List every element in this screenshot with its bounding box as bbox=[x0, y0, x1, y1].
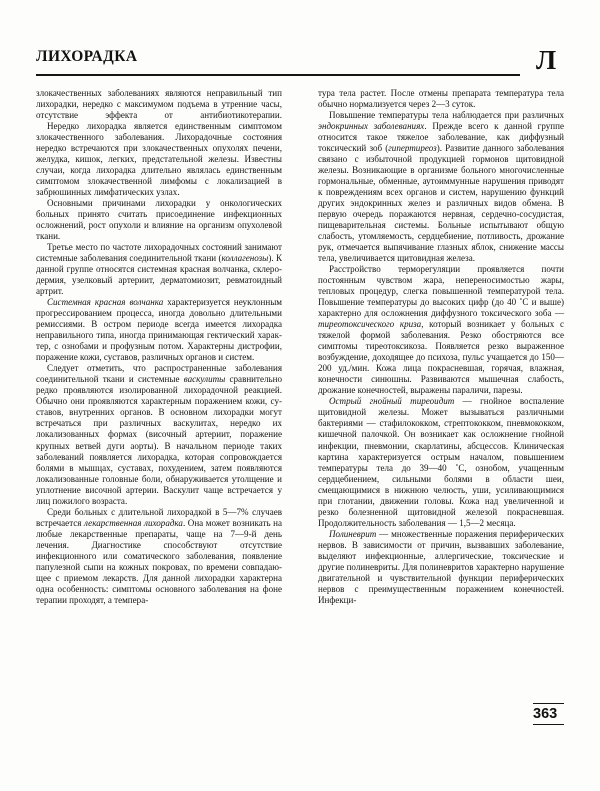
page-number: 363 bbox=[533, 706, 558, 722]
italic-term: Острый гнойный тиреоидит bbox=[329, 396, 455, 407]
text-body bbox=[36, 88, 564, 760]
alphabet-tab-letter: Л bbox=[536, 45, 557, 75]
paragraph bbox=[318, 110, 564, 264]
page-header bbox=[36, 45, 564, 84]
text-run: Третье место по частоте лихорадочных состояний занимают системные заболевания соединительной ткани ( bbox=[36, 242, 282, 264]
paragraph bbox=[318, 396, 564, 528]
left-text-column bbox=[36, 88, 282, 606]
paragraph: Нередко лихорадка является единственным симптомом злокачественного заболевания. Лихорадочные состояния нередко встречаются при злокачественных опухолях печени, желудка, кишок, легких, предстательной железы. Известны случаи, когда лихорадка длительно являлась единственным симптомом злокачественной лимфомы с локализацией в забрюшинных лимфатических узлах. bbox=[36, 121, 282, 198]
text-run: ). Развитие данного заболевания связано с избыточной продукцией гормонов щитовидной железы. Возникающие в организме больного многочисленные гормональные, обменные, аутоиммунные нарушения приводят к повреждениям всех органов и систем, нарушению функций других эндокринных желез и различных видов обмена. В первую очередь поражаются нервная, сердечно-сосудистая, пищеварительная системы. Больные испытывают общую слабость, утомляемость, сердцебиение, потливость, дрожание рук, отмечается выпячивание глазных яблок, снижение массы тела, увеличивается щитовидная железа. bbox=[318, 143, 565, 264]
text-run: , который возникает у больных с тяжелой формой заболевания. Резко обостряются все симптомы тиреотоксикоза. Появляется резко выраженное возбуждение, доходящее до психоза, пульс учащается до 150—200 уд./мин. Кожа лица покрасневшая, горячая, влажная, конечности синюшны. Развиваются мышечная слабость, дрожание конечностей, выражены параличи, парезы. bbox=[318, 319, 564, 396]
text-run: — множественные поражения периферических нервов. В зависимости от причин, вызвавших заболевание, выделяют инфекционные, аллергические, токсические и другие полиневриты. Для полиневритов характерно нарушение двигательной и чувствительной функции периферических нервов с преимущественным поражением конечностей. Инфекци- bbox=[318, 528, 564, 605]
text-run: Расстройство терморегуляции проявляется почти постоянным чувством жара, непереносимостью жары, тепловых процедур, слегка повышенной температурой тела. Повышение температуры до высоких цифр (до 40 ˚С и выше) характерно для осложнения диффузного токсического зоба — bbox=[318, 264, 564, 319]
italic-term: тиреотоксического криза bbox=[318, 319, 422, 330]
text-run: — гнойное воспаление щитовидной железы. Может вызываться различными бактериями — стафилококком, стрептококком, пневмококком, кишечной палочкой. Он возникает как осложнение гнойной инфекции, пневмонии, скарлатины, абсцессов. Клиническая картина характеризуется острым началом, повышением температуры тела до 39—40 ˚С, ознобом, учащенным сердцебиением, сильными болями в области шеи, смещающимися в нижнюю челюсть, уши, усиливающимися при глотании, движении головы. Кожа над увеличенной и резко болезненной щитовидной железой покрасневшая. Продолжительность заболевания — 1,5—2 месяца. bbox=[318, 396, 564, 528]
paragraph bbox=[36, 297, 282, 363]
right-text-column bbox=[318, 88, 564, 606]
paragraph bbox=[318, 529, 564, 606]
text-run: Повышение температуры тела наблюдается при различных bbox=[329, 110, 564, 121]
text-run: Следует отметить, что распространенные заболевания соединительной ткани и системные bbox=[36, 363, 282, 385]
italic-term: гипертиреоз bbox=[388, 143, 437, 154]
italic-term: эндокринных заболеваниях bbox=[318, 121, 425, 132]
folio-rule-top bbox=[533, 703, 564, 704]
paragraph: тура тела растет. После отмены препарата температура тела обычно нормализуется через 2—3 суток. bbox=[318, 88, 564, 110]
italic-term: лекарственная лихорадка bbox=[84, 517, 183, 528]
paragraph bbox=[36, 507, 282, 606]
text-run: сравнительно редко проявляются изолированной лихорадочной реакцией. Обычно они проявляются характерным поражением кожи, суставов, внутренних органов. В основном лихорадки могут встречаться при различных васкулитах, нередко их локализованных формах (височный артериит, поражение крупных ветвей дуги аорты). В начальном периоде таких заболеваний появляется лихорадка, которая сопровождается болями в мышцах, суставах, похудением, затем появляются локализованные головные боли, обнаруживается утолщение и уплотнение височной артерии. Васкулит чаще встречается у лиц пожилого возраста. bbox=[36, 374, 282, 506]
text-run: ). К данной группе относятся системная красная волчанка, склеродермия, узелковый артериит, дерматомиозит, ревматоидный артрит. bbox=[36, 253, 282, 297]
paragraph bbox=[36, 242, 282, 297]
paragraph: злокачественных заболеваниях являются неправильный тип лихорадки, нередко с максимумом подъема в утренние часы, отсутствие эффекта от антибиотикотерапии. bbox=[36, 88, 282, 121]
italic-term: Полиневрит bbox=[329, 528, 377, 539]
paragraph bbox=[36, 363, 282, 506]
text-run: . Прежде всего к данной группе относится такое тяжелое заболевание, как диффузный токсический зоб ( bbox=[318, 121, 564, 154]
paragraph bbox=[318, 264, 564, 396]
italic-term: Системная красная волчанка bbox=[47, 297, 164, 308]
text-run: Среди больных с длительной лихорадкой в 5—7% случаев встречается bbox=[36, 506, 282, 528]
paragraph: Основными причинами лихорадки у онкологических больных принято считать присоединение инфекционных осложнений, рост опухоли и влияние на организм опухолевой ткани. bbox=[36, 198, 282, 242]
page-title: ЛИХОРАДКА bbox=[36, 48, 138, 65]
text-run: . Она может возникать на любые лекарственные препараты, чаще на 7—9-й день лечения. Диагностике способствуют отсутствие инфекционного или соматического заболевания, появление папулезной сыпи на кожных покровах, по времени совпадающее с приемом лекарств. Для данной лихорадки характерна одна особенность: симптомы основного заболевания на фоне терапии проходят, а темпера- bbox=[36, 517, 282, 605]
text-run: характеризуется неуклонным прогрессированием процесса, иногда довольно длительными ремиссиями. В остром периоде всегда имеется лихорадка неправильного типа, иногда принимающая гектический характер, с ознобами и профузным потом. Характерны дистрофии, поражение кожи, суставов, различных органов и систем. bbox=[36, 297, 282, 363]
header-divider bbox=[36, 74, 520, 76]
italic-term: васкулиты bbox=[183, 374, 226, 385]
folio-rule-bottom bbox=[533, 724, 564, 725]
italic-term: коллагенозы bbox=[221, 253, 269, 264]
page-folio bbox=[533, 703, 577, 725]
